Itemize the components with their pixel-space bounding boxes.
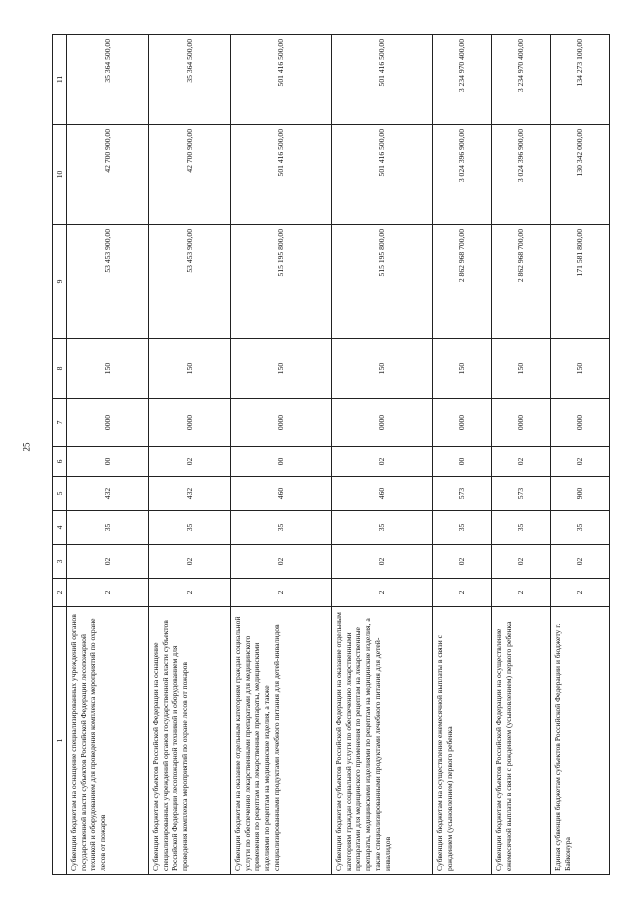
code-cell: 35 bbox=[231, 511, 332, 545]
amount-cell: 134 273 100,00 bbox=[551, 35, 610, 125]
amount-cell: 515 195 800,00 bbox=[332, 225, 433, 339]
code-cell: 0000 bbox=[551, 399, 610, 447]
code-cell: 460 bbox=[231, 477, 332, 511]
code-cell: 02 bbox=[551, 545, 610, 579]
table-row bbox=[551, 35, 610, 875]
code-cell: 0000 bbox=[231, 399, 332, 447]
row-description: Единая субвенция бюджетам субъектов Российской Федерации и бюджету г. Байконура bbox=[551, 607, 610, 875]
code-cell: 2 bbox=[149, 579, 231, 607]
code-cell: 02 bbox=[149, 447, 231, 477]
code-cell: 150 bbox=[332, 339, 433, 399]
column-header: 7 bbox=[53, 399, 67, 447]
code-cell: 02 bbox=[332, 545, 433, 579]
budget-table bbox=[52, 34, 610, 875]
code-cell: 00 bbox=[433, 447, 492, 477]
code-cell: 0000 bbox=[433, 399, 492, 447]
amount-cell: 35 364 500,00 bbox=[67, 35, 149, 125]
column-header: 10 bbox=[53, 125, 67, 225]
column-header: 3 bbox=[53, 545, 67, 579]
row-description: Субвенции бюджетам субъектов Российской Федерации на оказание отдельным категориям граждан социальной услуги по обеспечению лекарственными препаратами для медицинского применения по рецептам на лекарственные препараты, медицинскими изделиями по рецептам на медицинские изделия, а также специализированными продуктами лечебного питания для детей-инвалидов bbox=[332, 607, 433, 875]
amount-cell: 3 234 970 400,00 bbox=[492, 35, 551, 125]
amount-cell: 53 453 900,00 bbox=[149, 225, 231, 339]
amount-cell: 501 416 500,00 bbox=[231, 35, 332, 125]
amount-cell: 2 862 968 700,00 bbox=[492, 225, 551, 339]
code-cell: 432 bbox=[67, 477, 149, 511]
code-cell: 0000 bbox=[492, 399, 551, 447]
amount-cell: 2 862 968 700,00 bbox=[433, 225, 492, 339]
code-cell: 35 bbox=[332, 511, 433, 545]
code-cell: 02 bbox=[67, 545, 149, 579]
code-cell: 02 bbox=[332, 447, 433, 477]
code-cell: 02 bbox=[433, 545, 492, 579]
code-cell: 2 bbox=[551, 579, 610, 607]
rotated-table-container bbox=[52, 35, 618, 875]
code-cell: 35 bbox=[67, 511, 149, 545]
amount-cell: 501 416 500,00 bbox=[231, 125, 332, 225]
column-header: 11 bbox=[53, 35, 67, 125]
code-cell: 150 bbox=[231, 339, 332, 399]
code-cell: 0000 bbox=[67, 399, 149, 447]
code-cell: 2 bbox=[67, 579, 149, 607]
code-cell: 02 bbox=[492, 545, 551, 579]
column-header: 5 bbox=[53, 477, 67, 511]
code-cell: 2 bbox=[433, 579, 492, 607]
amount-cell: 171 581 800,00 bbox=[551, 225, 610, 339]
amount-cell: 3 024 396 900,00 bbox=[492, 125, 551, 225]
code-cell: 2 bbox=[231, 579, 332, 607]
code-cell: 35 bbox=[492, 511, 551, 545]
code-cell: 573 bbox=[492, 477, 551, 511]
amount-cell: 42 700 900,00 bbox=[67, 125, 149, 225]
row-description: Субвенции бюджетам на осуществление ежемесячной выплаты в связи с рождением (усыновлением) первого ребенка bbox=[433, 607, 492, 875]
amount-cell: 3 024 396 900,00 bbox=[433, 125, 492, 225]
code-cell: 432 bbox=[149, 477, 231, 511]
amount-cell: 501 416 500,00 bbox=[332, 35, 433, 125]
amount-cell: 42 700 900,00 bbox=[149, 125, 231, 225]
amount-cell: 130 342 000,00 bbox=[551, 125, 610, 225]
table-row bbox=[492, 35, 551, 875]
code-cell: 0000 bbox=[149, 399, 231, 447]
amount-cell: 35 364 500,00 bbox=[149, 35, 231, 125]
code-cell: 35 bbox=[433, 511, 492, 545]
code-cell: 150 bbox=[149, 339, 231, 399]
code-cell: 150 bbox=[433, 339, 492, 399]
amount-cell: 53 453 900,00 bbox=[67, 225, 149, 339]
code-cell: 150 bbox=[492, 339, 551, 399]
column-header: 4 bbox=[53, 511, 67, 545]
code-cell: 150 bbox=[551, 339, 610, 399]
code-cell: 2 bbox=[492, 579, 551, 607]
code-cell: 900 bbox=[551, 477, 610, 511]
code-cell: 02 bbox=[149, 545, 231, 579]
header-row bbox=[53, 35, 67, 875]
column-header: 2 bbox=[53, 579, 67, 607]
amount-cell: 515 195 800,00 bbox=[231, 225, 332, 339]
code-cell: 460 bbox=[332, 477, 433, 511]
table-row bbox=[231, 35, 332, 875]
code-cell: 02 bbox=[231, 545, 332, 579]
column-header: 9 bbox=[53, 225, 67, 339]
row-description: Субвенции бюджетам субъектов Российской Федерации на оснащение специализированных учреждений органов государственной власти субъектов Российской Федерации лесопожарной техникой и оборудованием для проведения комплекса мероприятий по охране лесов от пожаров bbox=[149, 607, 231, 875]
column-header: 8 bbox=[53, 339, 67, 399]
table-row bbox=[433, 35, 492, 875]
code-cell: 35 bbox=[551, 511, 610, 545]
amount-cell: 501 416 500,00 bbox=[332, 125, 433, 225]
code-cell: 35 bbox=[149, 511, 231, 545]
code-cell: 02 bbox=[492, 447, 551, 477]
row-description: Субвенции бюджетам на оказание отдельным категориям граждан социальной услуги по обеспечению лекарственными препаратами для медицинского применения по рецептам на лекарственные препараты, медицинскими изделиями по рецептам на медицинские изделия, а также специализированными продуктами лечебного питания для детей-инвалидов bbox=[231, 607, 332, 875]
code-cell: 0000 bbox=[332, 399, 433, 447]
row-description: Субвенции бюджетам на оснащение специализированных учреждений органов государственной власти субъектов Российской Федерации лесопожарной техникой и оборудованием для проведения комплекса мероприятий по охране лесов от пожаров bbox=[67, 607, 149, 875]
code-cell: 00 bbox=[231, 447, 332, 477]
amount-cell: 3 234 970 400,00 bbox=[433, 35, 492, 125]
table-row bbox=[67, 35, 149, 875]
page-number: 25 bbox=[21, 442, 32, 452]
code-cell: 00 bbox=[67, 447, 149, 477]
row-description: Субвенции бюджетам субъектов Российской Федерации на осуществление ежемесячной выплаты в связи с рождением (усыновлением) первого ребенка bbox=[492, 607, 551, 875]
column-header: 1 bbox=[53, 607, 67, 875]
table-row bbox=[149, 35, 231, 875]
code-cell: 573 bbox=[433, 477, 492, 511]
code-cell: 2 bbox=[332, 579, 433, 607]
code-cell: 150 bbox=[67, 339, 149, 399]
column-header: 6 bbox=[53, 447, 67, 477]
code-cell: 02 bbox=[551, 447, 610, 477]
table-row bbox=[332, 35, 433, 875]
